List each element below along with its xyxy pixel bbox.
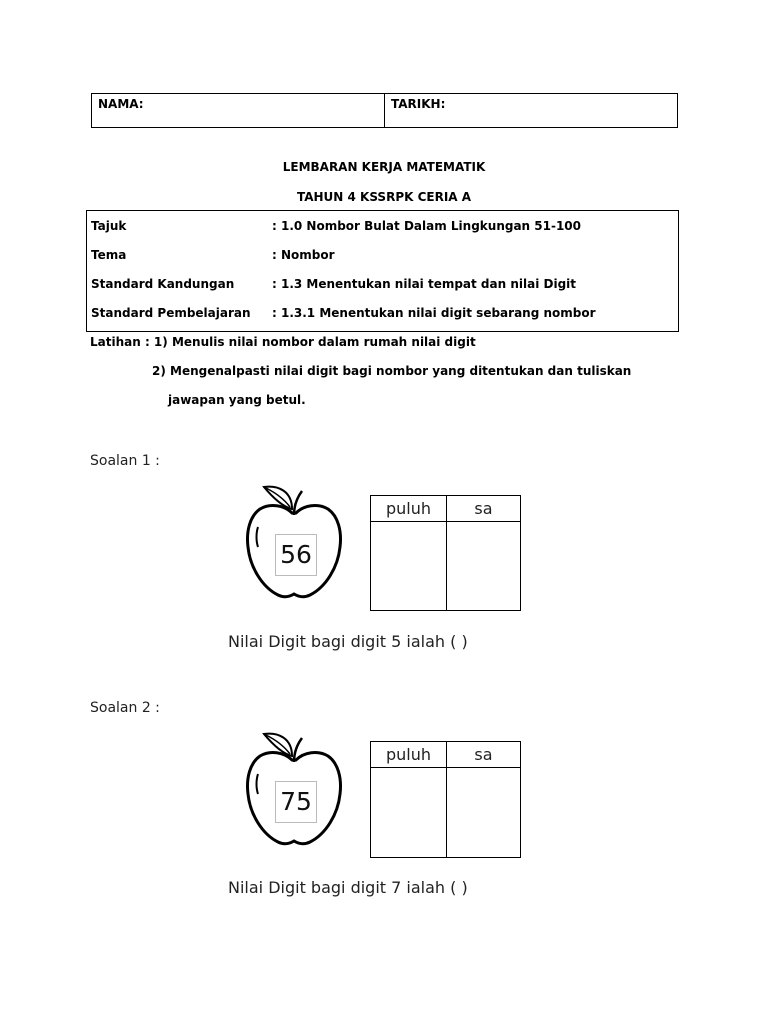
name-date-box bbox=[91, 93, 678, 128]
place-value-table-1 bbox=[370, 495, 521, 611]
place-value-table-2 bbox=[370, 741, 521, 858]
date-field[interactable]: TARIKH: bbox=[391, 97, 446, 111]
number-box: 75 bbox=[275, 781, 317, 823]
info-label: Tema bbox=[91, 248, 127, 262]
question-1-label: Soalan 1 : bbox=[90, 453, 160, 469]
info-label: Standard Pembelajaran bbox=[91, 306, 251, 320]
info-value: : 1.3.1 Menentukan nilai digit sebarang nombor bbox=[272, 306, 596, 320]
answer-line-1[interactable]: Nilai Digit bagi digit 5 ialah ( ) bbox=[228, 632, 468, 651]
header-puluh: puluh bbox=[385, 499, 432, 518]
answer-line-2[interactable]: Nilai Digit bagi digit 7 ialah ( ) bbox=[228, 878, 468, 897]
info-value: : 1.3 Menentukan nilai tempat dan nilai Digit bbox=[272, 277, 577, 291]
info-label: Standard Kandungan bbox=[91, 277, 235, 291]
latihan-line-1: Latihan : 1) Menulis nilai nombor dalam rumah nilai digit bbox=[90, 335, 476, 349]
apple-1 bbox=[244, 483, 344, 601]
name-field[interactable]: NAMA: bbox=[92, 94, 385, 127]
info-value: : Nombor bbox=[272, 248, 335, 262]
latihan-line-2: 2) Mengenalpasti nilai digit bagi nombor yang ditentukan dan tuliskan bbox=[152, 364, 632, 378]
info-label: Tajuk bbox=[91, 219, 127, 233]
number-box: 56 bbox=[275, 534, 317, 576]
question-2-label: Soalan 2 : bbox=[90, 700, 160, 716]
worksheet-subtitle: TAHUN 4 KSSRPK CERIA A bbox=[296, 190, 472, 204]
info-value: : 1.0 Nombor Bulat Dalam Lingkungan 51-100 bbox=[272, 219, 581, 233]
header-sa: sa bbox=[474, 499, 493, 518]
apple-2 bbox=[244, 730, 344, 848]
header-puluh: puluh bbox=[385, 745, 432, 764]
latihan-line-3: jawapan yang betul. bbox=[168, 393, 306, 407]
worksheet-title: LEMBARAN KERJA MATEMATIK bbox=[282, 160, 486, 174]
header-sa: sa bbox=[474, 745, 493, 764]
info-table bbox=[86, 210, 679, 332]
